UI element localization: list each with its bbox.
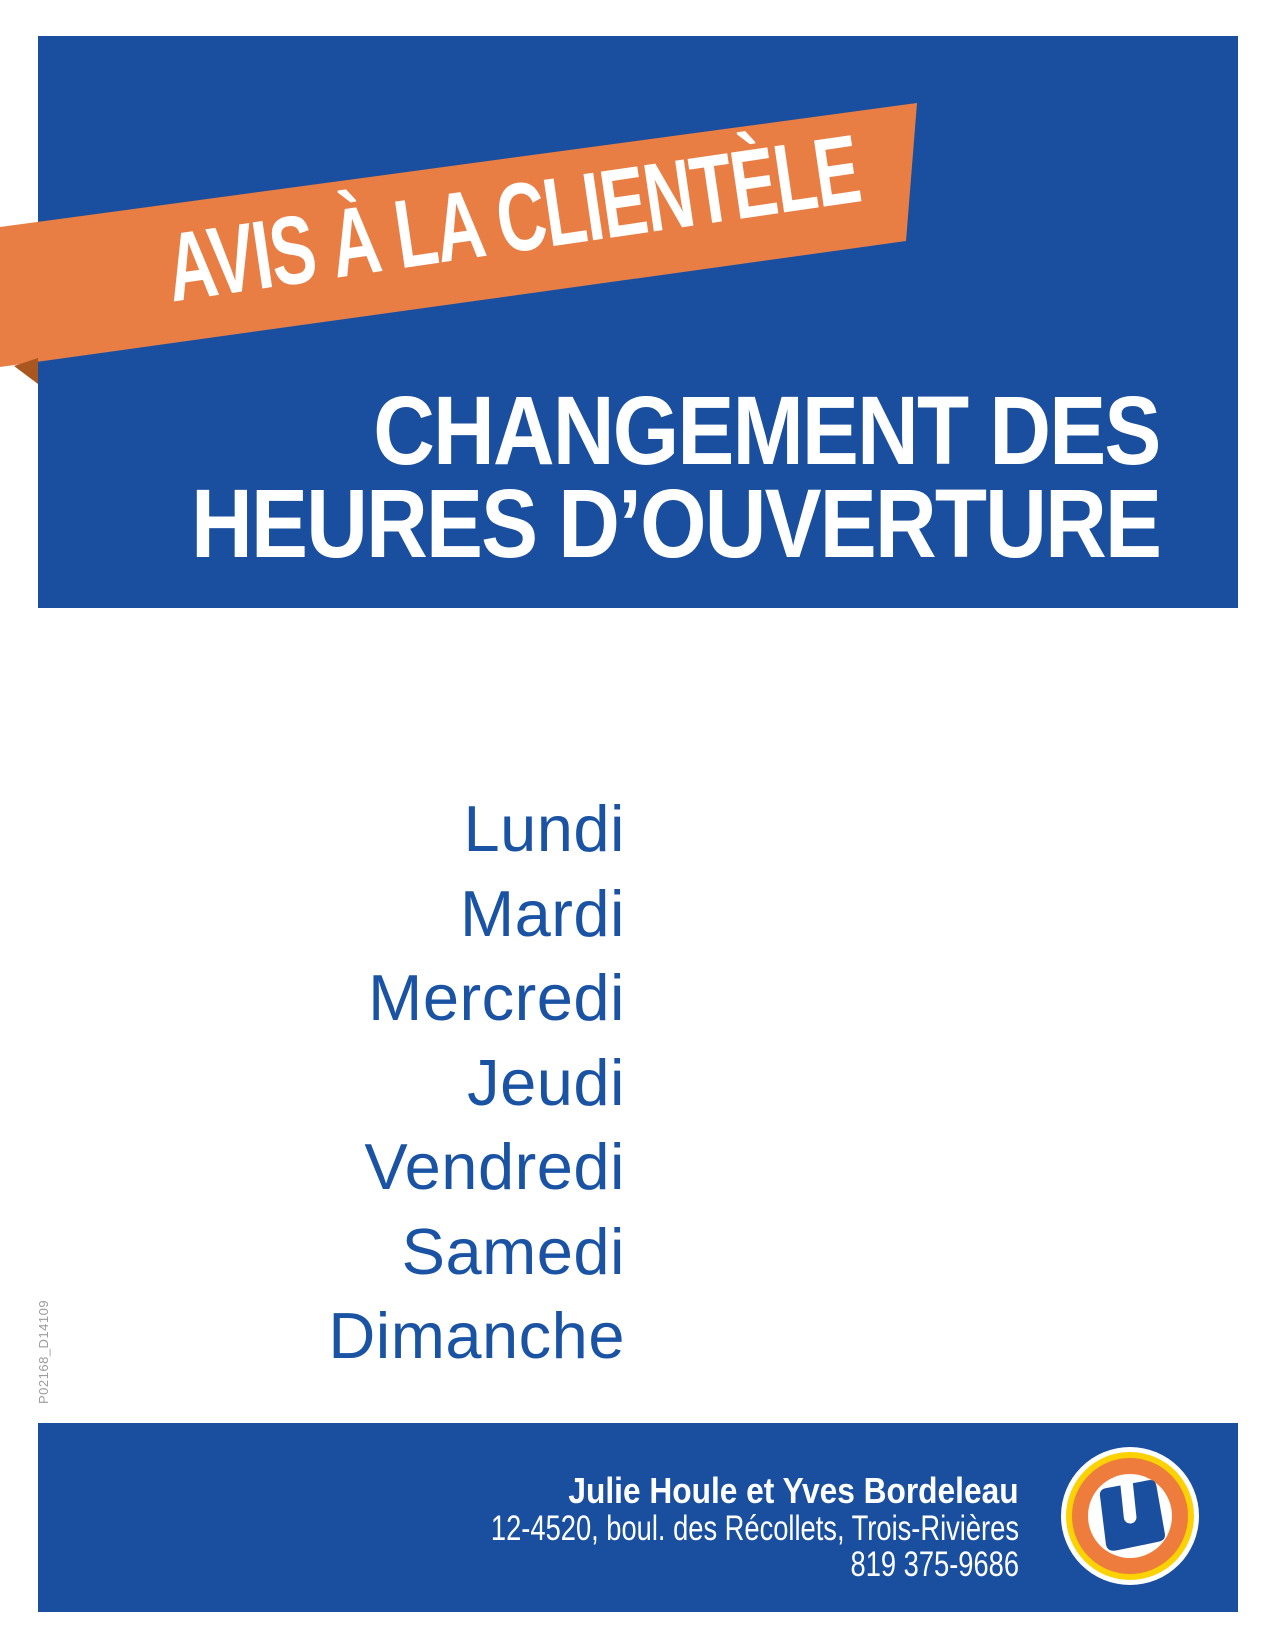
store-phone: 819 375-9686 bbox=[850, 1545, 1019, 1584]
banner-label-text: AVIS À LA CLIENTÈLE bbox=[159, 113, 866, 323]
poster-title bbox=[59, 376, 1160, 578]
store-address: 12-4520, boul. des Récollets, Trois-Rivières bbox=[490, 1509, 1019, 1548]
title-line-2: HEURES D’OUVERTURE bbox=[190, 469, 1160, 578]
days-list bbox=[328, 787, 625, 1379]
print-code: P02168_D14109 bbox=[36, 1299, 51, 1404]
title-line-1: CHANGEMENT DES bbox=[373, 376, 1160, 485]
uniprix-logo bbox=[1061, 1447, 1199, 1585]
day-item: Mardi bbox=[459, 876, 625, 950]
day-item: Mercredi bbox=[368, 961, 625, 1034]
day-item: Vendredi bbox=[364, 1130, 625, 1203]
owner-names: Julie Houle et Yves Bordeleau bbox=[568, 1470, 1019, 1511]
day-item: Samedi bbox=[401, 1214, 625, 1288]
day-item: Dimanche bbox=[328, 1299, 625, 1372]
footer-contact bbox=[342, 1471, 1019, 1583]
day-item: Jeudi bbox=[467, 1045, 625, 1119]
day-item: Lundi bbox=[463, 792, 625, 865]
u-icon bbox=[1088, 1474, 1172, 1558]
